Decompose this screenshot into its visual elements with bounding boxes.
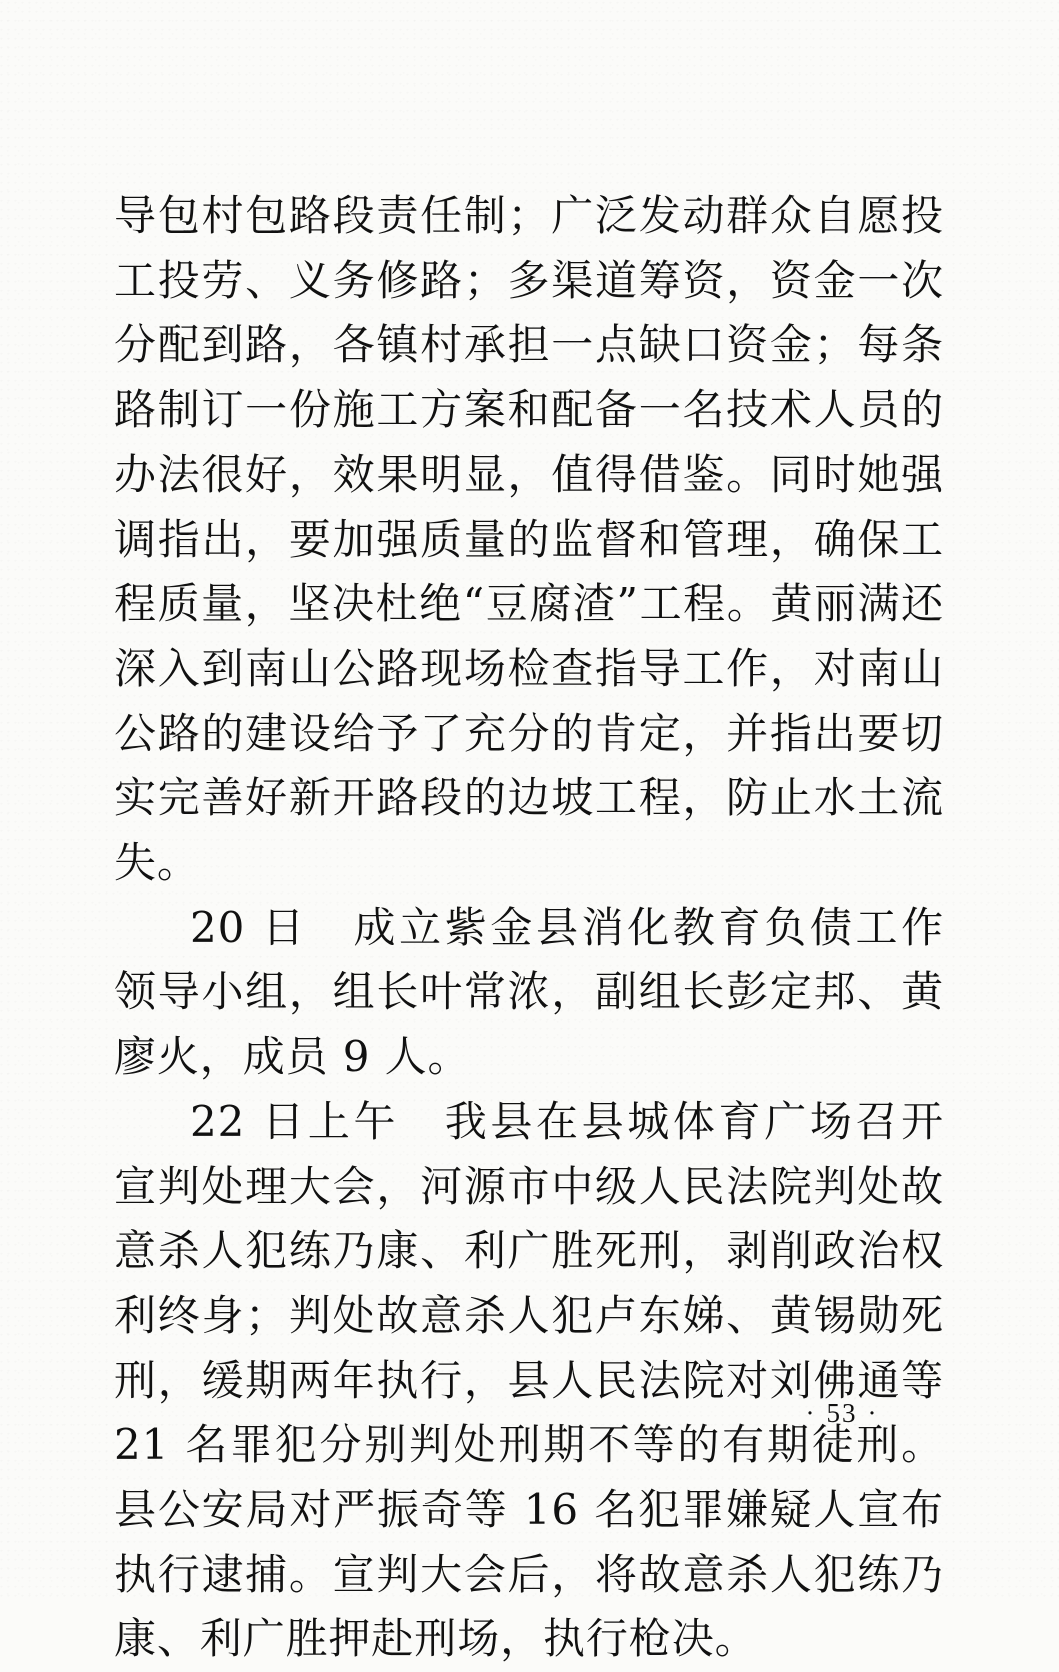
page-number-right-dot: ·	[867, 1398, 879, 1428]
paragraph-continuation: 导包村包路段责任制；广泛发动群众自愿投工投劳、义务修路；多渠道筹资，资金一次分配到路，各镇村承担一点缺口资金；每条路制订一份施工方案和配备一名技术人员的办法很好，效果明显，值得借鉴。同时她强调指出，要加强质量的监督和管理，确保工程质量，坚决杜绝“豆腐渣”工程。黄丽满还深入到南山公路现场检查指导工作，对南山公路的建设给予了充分的肯定，并指出要切实完善好新开路段的边坡工程，防止水土流失。	[114, 191, 944, 888]
body-text	[114, 184, 944, 1672]
page-number-left-dot: ·	[805, 1398, 817, 1428]
paragraph-20th-entry: 20 日 成立紫金县消化教育负债工作领导小组，组长叶常浓，副组长彭定邦、黄廖火，成员 9 人。	[114, 902, 944, 1082]
paragraph-22nd-morning-entry: 22 日上午 我县在县城体育广场召开宣判处理大会，河源市中级人民法院判处故意杀人犯练乃康、利广胜死刑，剥削政治权利终身；判处故意杀人犯卢东娣、黄锡勋死刑，缓期两年执行，县人民法院对刘佛通等 21 名罪犯分别判处刑期不等的有期徒刑。县公安局对严振奇等 16 名犯罪嫌疑人宣布执行逮捕。宣判大会后，将故意杀人犯练乃康、利广胜押赴刑场，执行枪决。	[114, 1096, 944, 1664]
page-number-value: 53	[826, 1398, 858, 1428]
page-number	[792, 1398, 892, 1428]
